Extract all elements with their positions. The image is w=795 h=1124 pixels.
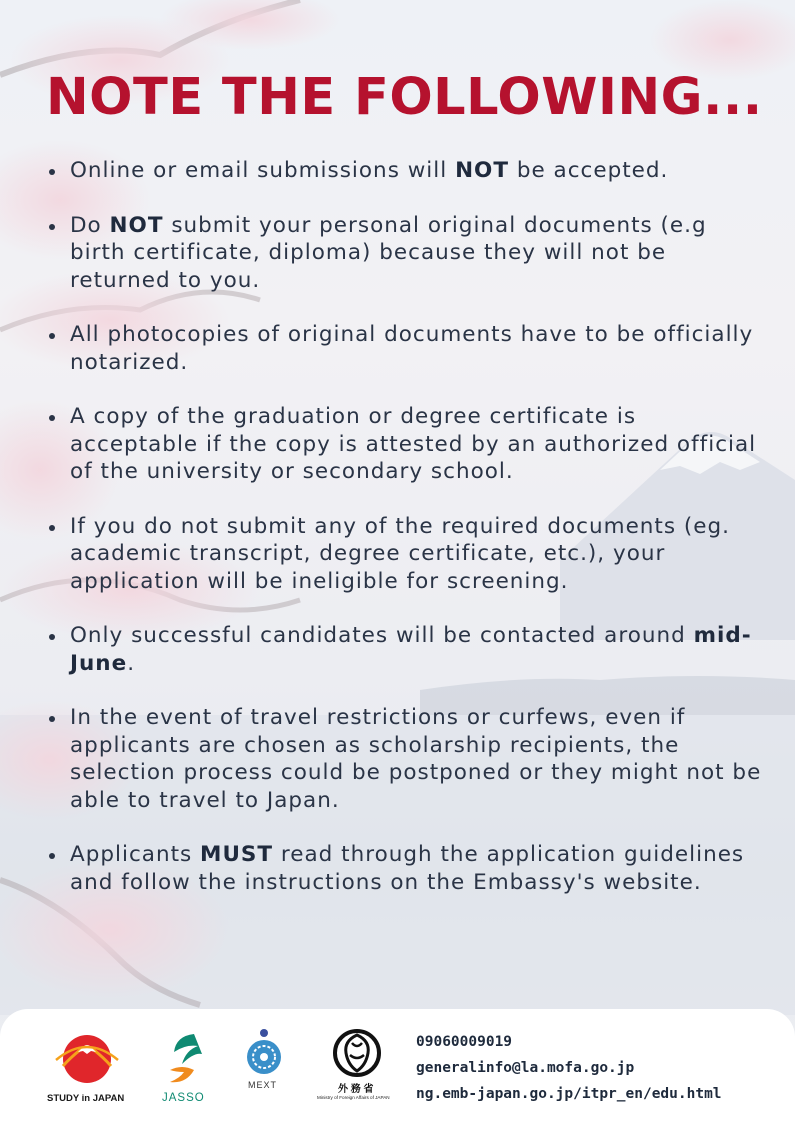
study-in-japan-logo-icon [50, 1030, 124, 1084]
note-text: . [127, 650, 136, 676]
note-item [48, 841, 768, 896]
note-item [48, 403, 768, 486]
note-emphasis: NOT [455, 158, 509, 183]
mofa-kanji-label: 外 務 省 [338, 1084, 374, 1095]
website-url: ng.emb-japan.go.jp/itpr_en/edu.html [416, 1086, 722, 1102]
note-item [48, 704, 768, 814]
note-text: If you do not submit any of the required documents (eg. academic transcript, degree certificate, etc.), your application will be ineligible for screening. [70, 513, 730, 594]
note-item [48, 513, 768, 596]
note-item [48, 157, 768, 185]
note-item [48, 622, 768, 677]
note-text: All photocopies of original documents have to be officially notarized. [70, 322, 754, 375]
note-emphasis: mid-June [70, 623, 752, 676]
page-title: NOTE THE FOLLOWING... [46, 68, 763, 127]
mext-logo-icon [244, 1027, 284, 1079]
mofa-english-label: Ministry of Foreign Affairs of JAPAN [317, 1095, 390, 1100]
note-text: In the event of travel restrictions or curfews, even if applicants are chosen as scholarship recipients, the selection process could be postponed or they might not be able to travel to Japan. [70, 705, 762, 813]
jasso-logo-icon [164, 1030, 204, 1088]
note-text: Online or email submissions will [70, 158, 456, 183]
jasso-label: JASSO [162, 1092, 205, 1104]
study-in-japan-label: STUDY in JAPAN [47, 1093, 125, 1104]
phone-number: 09060009019 [416, 1034, 513, 1050]
email-address: generalinfo@la.mofa.go.jp [416, 1060, 635, 1076]
note-text: submit your personal original documents (e.g birth certificate, diploma) because they will not be returned to you. [70, 212, 707, 293]
note-text: Applicants [70, 842, 201, 867]
note-emphasis: NOT [109, 212, 164, 238]
mofa-emblem-icon [330, 1029, 384, 1077]
notes-list [48, 157, 768, 923]
note-item [48, 321, 768, 376]
note-text: Only successful candidates will be contacted around [70, 623, 694, 648]
note-text: be accepted. [509, 158, 669, 183]
contact-block [416, 1029, 722, 1107]
note-text: Do [70, 212, 110, 238]
note-text: read through the application guidelines and follow the instructions on the Embassy's website. [70, 842, 745, 895]
note-text: A copy of the graduation or degree certificate is acceptable if the copy is attested by an authorized official of the university or secondary school. [70, 404, 757, 484]
mext-label: MEXT [248, 1080, 278, 1090]
note-emphasis: MUST [200, 842, 274, 867]
note-item [48, 212, 768, 295]
